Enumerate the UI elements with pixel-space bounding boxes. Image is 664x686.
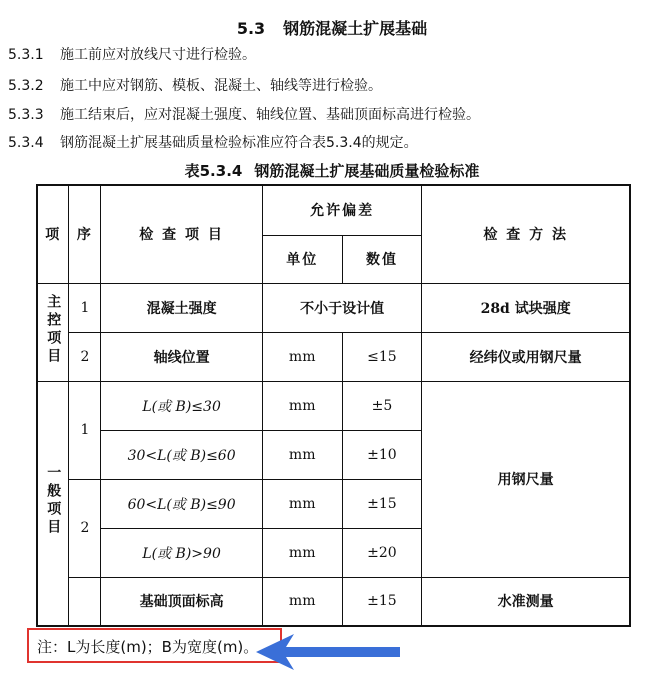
header-seq: 序 (69, 185, 101, 283)
paragraph-text: 钢筋混凝土扩展基础质量检验标准应符合表5.3.4的规定。 (60, 135, 418, 151)
header-check-item: 检 查 项 目 (101, 185, 262, 283)
row-value: ±20 (342, 528, 422, 577)
paragraph-5-3-4 (8, 132, 418, 152)
paragraph-number: 5.3.4 (8, 135, 44, 151)
row-tolerance: 不小于设计值 (262, 283, 421, 332)
section-number: 5.3 (236, 19, 266, 38)
table-row (37, 332, 630, 381)
row-item: L(或 B)>90 (101, 528, 262, 577)
row-item: L(或 B)≤30 (101, 381, 262, 430)
paragraph-text: 施工前应对放线尺寸进行检验。 (60, 47, 256, 63)
row-seq: 2 (69, 332, 101, 381)
row-item: 基础顶面标高 (101, 577, 262, 626)
table-row (37, 283, 630, 332)
row-item: 混凝土强度 (101, 283, 262, 332)
row-seq: 1 (69, 381, 101, 479)
table-row (37, 381, 630, 430)
row-method: 经纬仪或用钢尺量 (422, 332, 630, 381)
row-value: ≤15 (342, 332, 422, 381)
row-value: ±10 (342, 430, 422, 479)
row-unit: mm (262, 332, 342, 381)
table-caption-text: 钢筋混凝土扩展基础质量检验标准 (254, 162, 480, 180)
group-label: 一般项目 (45, 465, 62, 538)
header-tolerance: 允许偏差 (262, 185, 421, 235)
paragraph-5-3-2 (8, 75, 382, 95)
paragraph-5-3-1 (8, 44, 256, 64)
row-unit: mm (262, 528, 342, 577)
row-unit: mm (262, 381, 342, 430)
paragraph-number: 5.3.3 (8, 107, 44, 123)
arrow-icon (250, 628, 410, 678)
paragraph-text: 施工结束后，应对混凝土强度、轴线位置、基础顶面标高进行检验。 (60, 107, 480, 123)
row-item: 轴线位置 (101, 332, 262, 381)
table-note: 注：L为长度(m)；B为宽度(m)。 (37, 638, 259, 656)
group-label: 主控项目 (45, 294, 62, 366)
row-value: ±15 (342, 577, 422, 626)
row-seq: 1 (69, 283, 101, 332)
table-row (37, 577, 630, 626)
group-general (37, 381, 69, 626)
row-item: 30<L(或 B)≤60 (101, 430, 262, 479)
header-value: 数值 (342, 235, 422, 283)
group-main-control (37, 283, 69, 381)
row-seq: 2 (69, 479, 101, 577)
row-unit: mm (262, 577, 342, 626)
header-item: 项 (37, 185, 69, 283)
row-method: 水准测量 (422, 577, 630, 626)
paragraph-5-3-3 (8, 104, 480, 124)
header-unit: 单位 (262, 235, 342, 283)
row-method: 用钢尺量 (422, 381, 630, 577)
section-title-text: 钢筋混凝土扩展基础 (283, 19, 428, 38)
row-value: ±5 (342, 381, 422, 430)
quality-standard-table (36, 184, 631, 627)
table-caption (0, 160, 664, 181)
section-title (0, 16, 664, 39)
paragraph-number: 5.3.2 (8, 78, 44, 94)
table-caption-number: 表5.3.4 (184, 162, 243, 180)
paragraph-text: 施工中应对钢筋、模板、混凝土、轴线等进行检验。 (60, 78, 382, 94)
row-seq-empty (69, 577, 101, 626)
row-unit: mm (262, 430, 342, 479)
table-header-row (37, 185, 630, 235)
header-method: 检 查 方 法 (422, 185, 630, 283)
paragraph-number: 5.3.1 (8, 47, 44, 63)
row-unit: mm (262, 479, 342, 528)
row-value: ±15 (342, 479, 422, 528)
row-method: 28d 试块强度 (422, 283, 630, 332)
row-item: 60<L(或 B)≤90 (101, 479, 262, 528)
